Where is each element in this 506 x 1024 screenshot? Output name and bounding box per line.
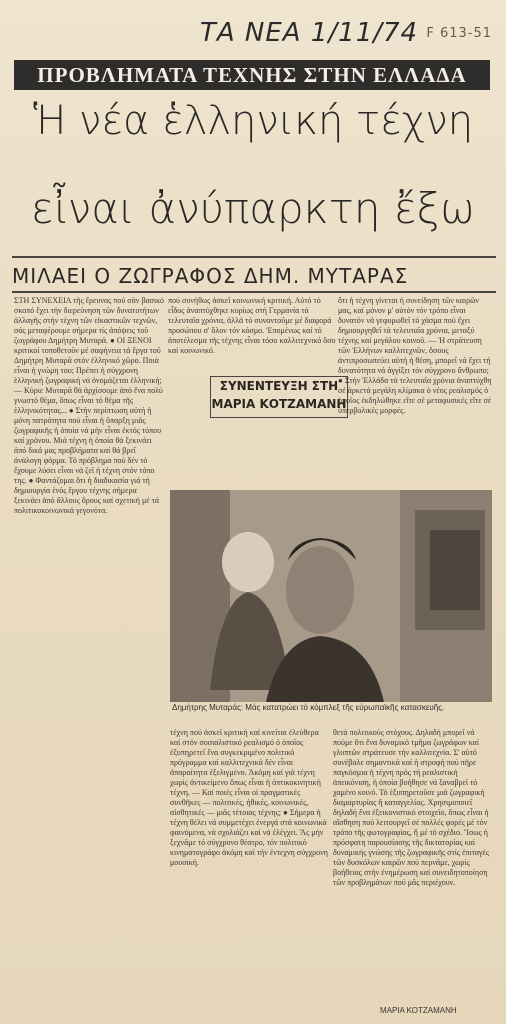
interview-credit-line-1: ΣΥΝΕΝΤΕΥΞΗ ΣΤΗ — [219, 379, 339, 393]
date-stamp-text: ΤΑ ΝΕΑ 1/11/74 — [200, 18, 419, 48]
portrait-photo — [170, 490, 492, 702]
divider-rule — [12, 291, 496, 293]
article-column-2: πού συνήθως ἀσκεῖ κοινωνική κριτική. Αὐτό τό εἶδος ἀναπτύχθηκε κυρίως στή Γερμανία τά τελευταῖα χρόνια, ἀλλά τό συναντοῦμε μέ διαφορά προσώπου σ' ὅλον τόν κόσμο. 'Επομένως καί τό ἀποτέλεσμα τῆς τέχνης εἶναι τόσο καλλιτεχνικό ὅσο καί κοινωνικό. — [168, 296, 336, 355]
author-byline: ΜΑΡΙΑ ΚΟΤΖΑΜΑΝΗ — [380, 1006, 457, 1015]
article-column-5: θετά πολιτικούς στόχους. Δηλαδή μπορεῖ νά πούμε ὅτι ἕνα δυναμικό τμῆμα ζωγράφων καί γλυπτῶν στράτευσε τήν καλλιτεχνία. Σ' αὐτό συνέβαλε σημαντικά καί ἡ στροφή πού πῆρε παγκόσμια ἡ τέχνη πρός τή ρεαλιστική ἀπεικόνιση, ἡ ὁποία βοήθησε νά ξαναβρεῖ τό χαμένο κοινό. Τό ἐξυπηρετοῦσε μιά ζωγραφική διαμαρτυρίας ἤ καταγγελίας. Χρησιμοποιεῖ δηλαδή ἕνα ἐξεικονιστικό στοιχεῖο, ὅπως εἶναι ἡ αἴσθηση πού λειτουργεῖ σέ πολλές φορές μέ τόν τρόπο τῆς φωτογραφίας, ἤ μέ τό σχέδιο. Ἴσως ἡ πρόσφατη παρουσίασης τῆς δικτατορίας καί δυναμικής γνώσης τῆς ζωγραφικῆς στίς ἐπιταγές τῶν δυσκόλων καιρῶν πού περνᾶμε, χωρίς βοήθειας στήν ἐνημέρωση καί συνειδητοποίηση τῶν προβλημάτων πού μᾶς περιέχουν. — [333, 728, 490, 887]
interview-credit-line-2: ΜΑΡΙΑ ΚΟΤΖΑΜΑΝΗ — [211, 397, 347, 411]
photo-caption: Δημήτρης Μυταράς: Μάς κατατρώει τό κόμπλεξ τῆς εὐρωπαϊκῆς κατασκευῆς. — [172, 703, 445, 712]
portrait-photo-image — [170, 490, 492, 702]
handwritten-date-stamp — [200, 18, 506, 58]
headline-line-2: εἶναι ἀνύπαρκτη ἔξω — [30, 184, 476, 233]
article-column-4: τέχνη πού ἀσκεῖ κριτική καί κινεῖται ἐλεύθερα καί στόν σοσιαλιστικό ρεαλισμό ὁ ὁποῖος ἐξυπηρετεῖ ἕνα συγκεκριμένο πολιτικό πρόγραμμα καί καλλιτεχνικά δέν εἶναι ἀπαραίτητα ἐξελιγμένο. Ἀκόμη καί γιά τέχνη χωρίς ἀντικείμενο ὅπως εἶναι ἡ ὀπτικοκινητική τέχνη. — Καί ποιές εἶναι οἱ πραγματικές συνθῆκες — πολιτικές, ἠθικές, κοινωνικές, αἰσθητικές — μιᾶς τέτοιας τέχνης; ● Σήμερα ἡ τέχνη θέλει νά συμμετέχει ἐνεργά στά κοινωνικά φαινόμενα, νά σχολιάζει καί νά ἐλέγχει. Ἄς μήν ξεχνᾶμε τό σύγχρονο θέατρο, τόν πολιτικό κινηματογράφο ἀκόμη καί τήν ἐντεχνη σύγχρονη μουσική. — [170, 728, 328, 867]
divider-rule — [12, 256, 496, 258]
article-column-3: ὅτι ἡ τέχνη γίνεται ἡ συνείδηση τῶν καιρῶν μας, καί μόνον μ' αὐτόν τόν τρόπο εἶναι δυνατόν νά γεφυρωθεῖ τό χάσμα πού ἔχει δημιουργηθεῖ τά τελευταῖα χρόνια, μεταξύ τέχνης καί μεγάλου κοινοῦ. — Ἡ στράτευση τῶν Ἑλλήνων καλλιτεχνῶν, ὅσους ἀντιπροσωπεύει αὐτή ἡ θέση, μπορεῖ νά ἔχει τή δυνατότητα νά ἀγγίξει τόν σύγχρονο ἄνθρωπο; ● Στήν Ἑλλάδα τά τελευταῖα χρόνια ἀναπτύχθη σέ ἀρκετά μεγάλη κλίμακα ὁ νέος ρεαλισμός ὁ ὁποῖος ἐκδηλώθηκε εἴτε σέ μεταφυσικές εἴτε σέ ὑπερβολικές μορφές. — [338, 296, 492, 415]
headline-line-1: Ἡ νέα ἑλληνική τέχνη — [32, 98, 474, 144]
interview-credit-box — [210, 376, 348, 418]
subheadline: ΜΙΛΑΕΙ Ο ΖΩΓΡΑΦΟΣ ΔΗΜ. ΜΥΤΑΡΑΣ — [12, 264, 409, 288]
article-column-1: ΣΤΗ ΣΥΝΕΧΕΙΑ τῆς ἔρευνας πού σάν βασικό σκοπό ἔχει τήν διερεύνηση τῶν δυνατοτήτων ἀλλαγῆς στήν τέχνη τῶν εἰκαστικῶν τεχνῶν, σάς μεταφέρουμε σήμερα τίς ἀπόψεις τοῦ ζωγράφου Δημήτρη Μυταρᾶ. ● ΟΙ ΞΕΝΟΙ κριτικοί τοποθετοῦν μέ σαφήνεια τά ἔργα τοῦ Δημήτρη Μυταρᾶ στόν ἑλληνικό χῶρο. Ποιά εἶναι ἡ γνώμη του; Πρέπει ἡ σύγχρονη ἑλληνική ζωγραφική νά ὀνομάζεται ἑλληνική; — Κύριε Μυταρᾶ θά ἀρχίσουμε ἀπό ἕνα πολύ γνωστό θέμα, ὅπως εἶναι τό θέμα τῆς ἑλληνικότητας... ● Στήν περίπτωση αὐτή ἡ μόνη πατρότητα πού εἶναι ἡ ὕπαρξη μιᾶς ζωγραφικῆς ἡ ὁποία νά μήν εἶναι ἐκτός τόπου καί χρόνου. Μιά τέχνη ἡ ὁποία θά ξεκινάει ἀπό δικά μας προβλήματα καί θά βρεῖ ἀνάλογη φόρμα. Τό πρόβλημα πού δέν τό ἔχουμε λύσει εἶναι νά ζεῖ ἡ τέχνη στόν τόπο της. ● Φαντάζομαι ὅτι ἡ διαδικασία γιά τή δημιουργία ἑνός ἔργου τέχνης σήμερα ξεκινάει ἀπό ἄλλους ὅρους καί σχετική μέ τά πολιτικοκοινωνικά γεγονότα. — [14, 296, 164, 515]
section-banner: ΠΡΟΒΛΗΜΑΤΑ ΤΕΧΝΗΣ ΣΤΗΝ ΕΛΛΑΔΑ — [14, 60, 490, 90]
archive-code: F 613-51 — [426, 26, 492, 41]
